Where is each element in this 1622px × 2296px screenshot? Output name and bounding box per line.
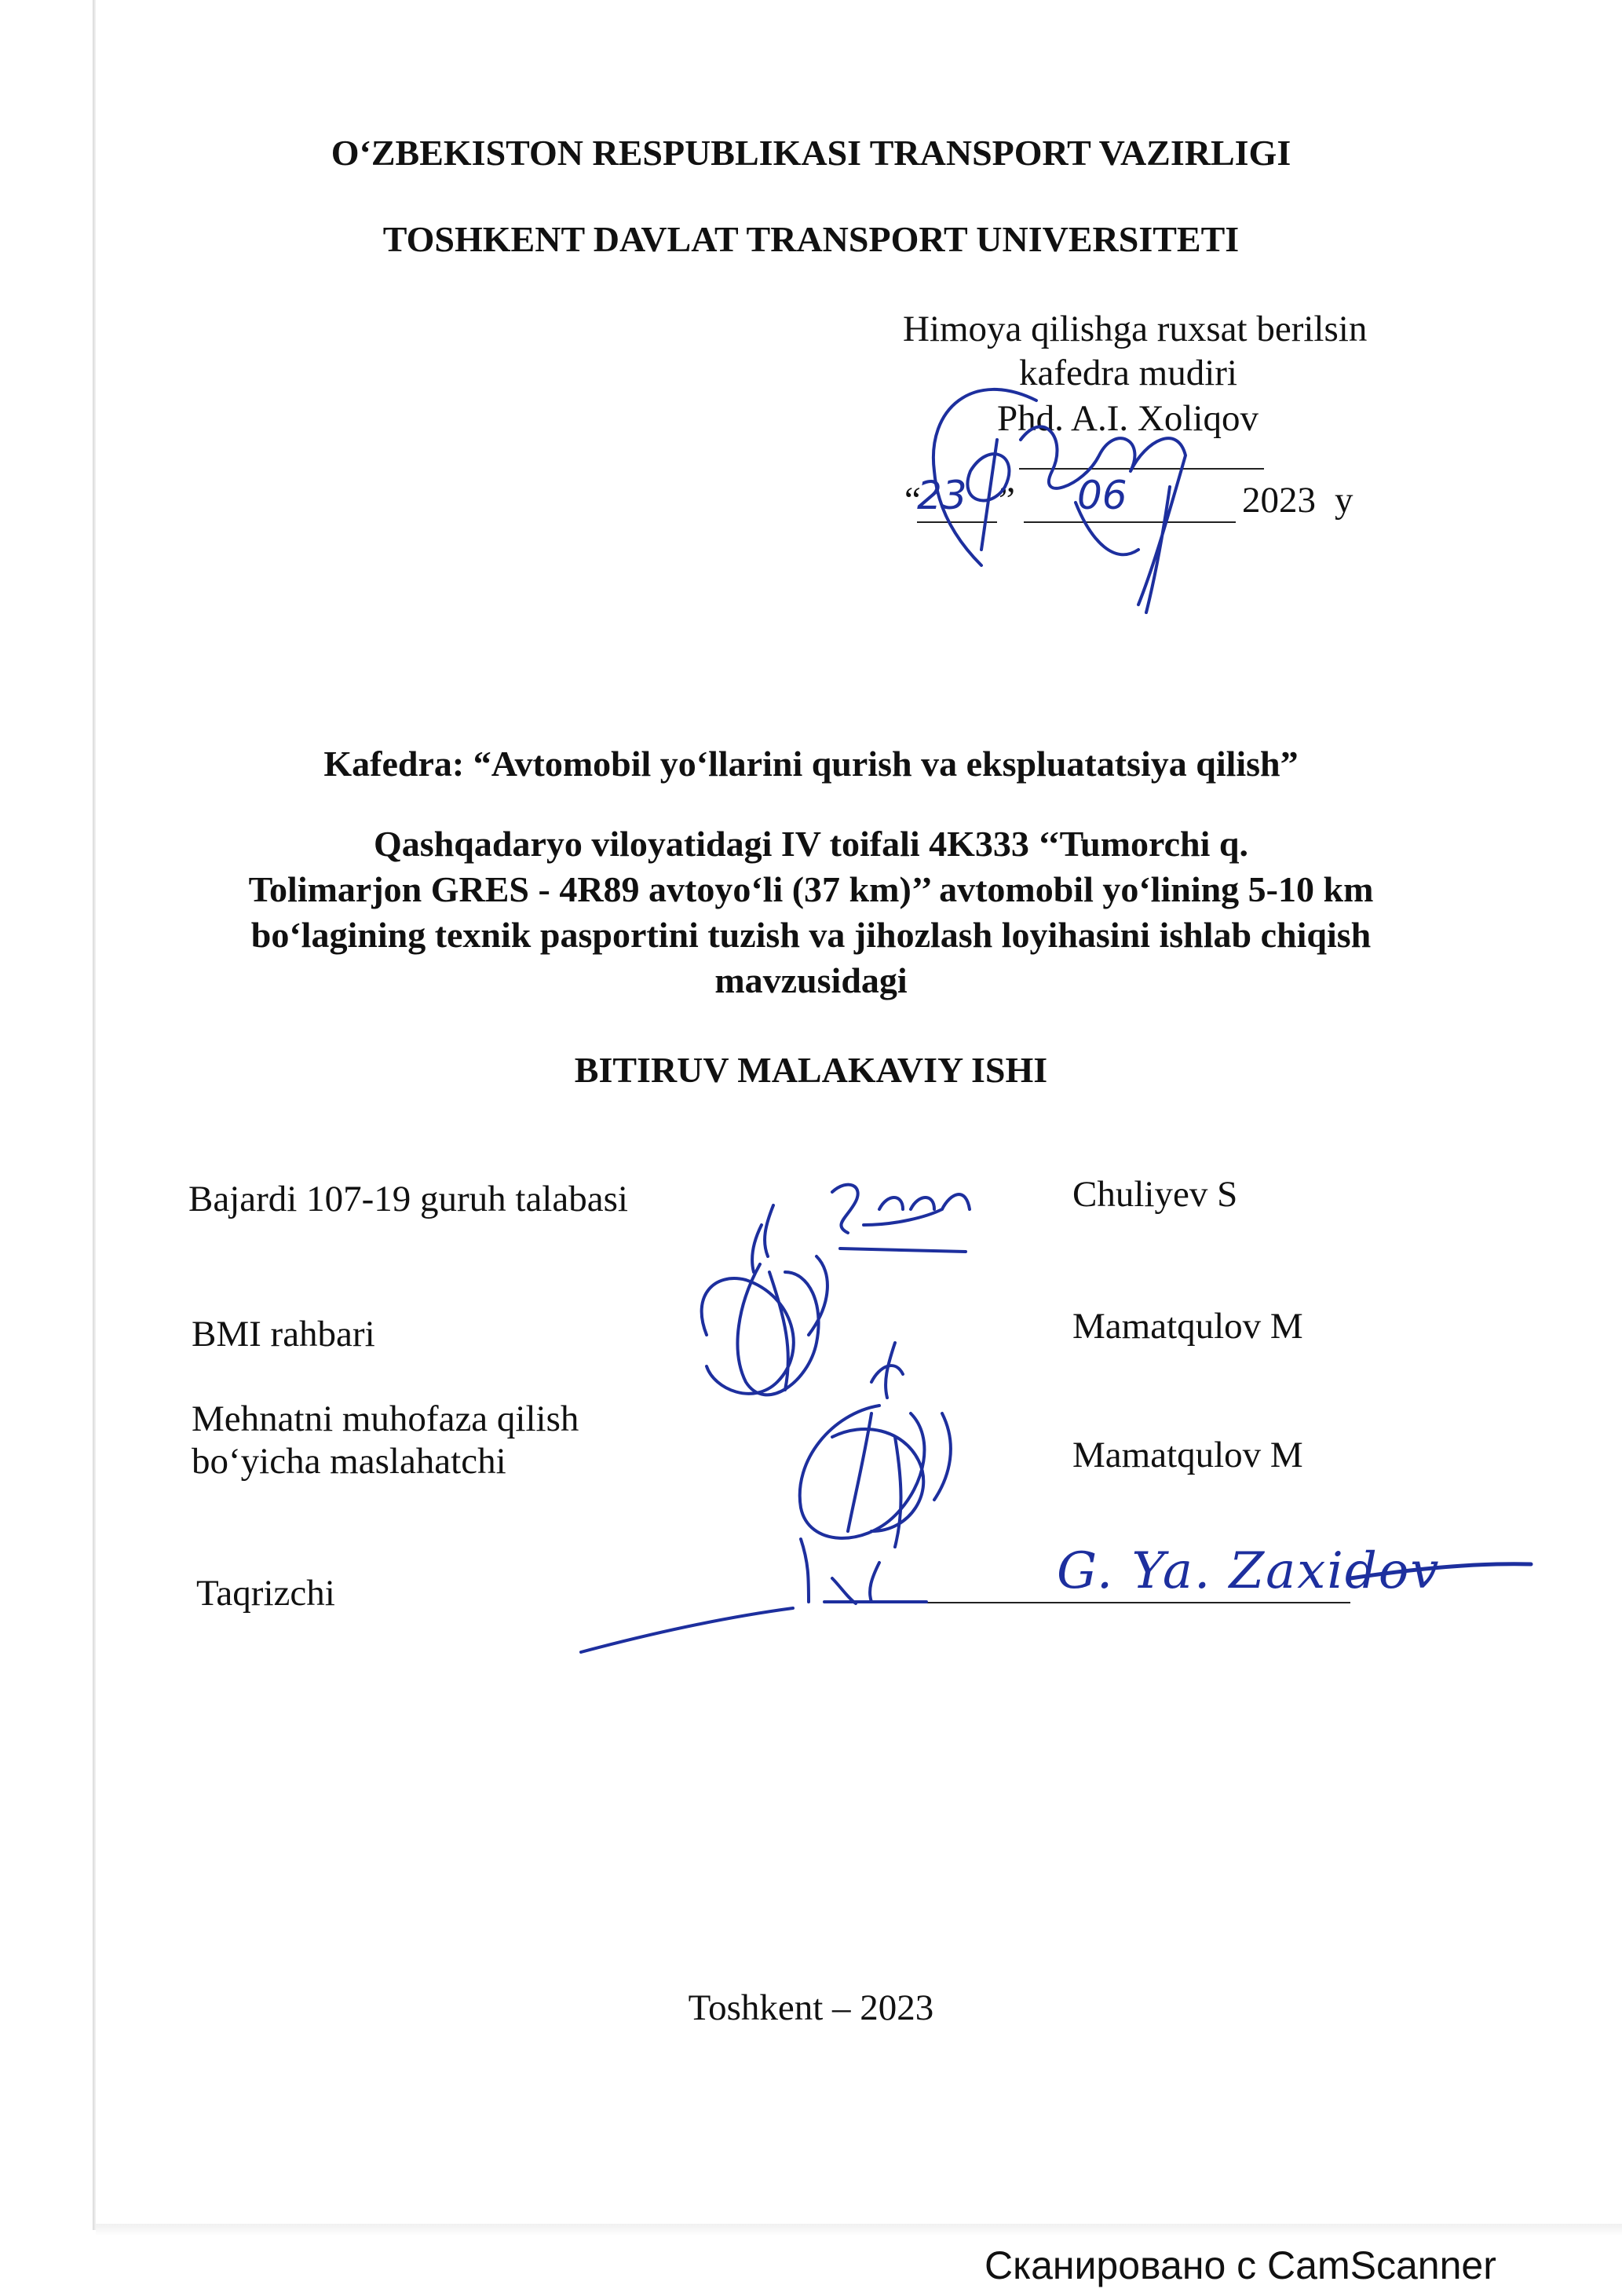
approval-head-name: Phd. A.I. Xoliqov xyxy=(997,398,1259,439)
role-student: Bajardi 107-19 guruh talabasi xyxy=(188,1179,628,1219)
name-safety-consultant: Mamatqulov M xyxy=(1072,1435,1303,1475)
approval-year: 2023 xyxy=(1242,480,1316,521)
student-signature xyxy=(832,1185,970,1252)
name-supervisor: Mamatqulov M xyxy=(1072,1306,1303,1347)
topic-line-4: mavzusidagi xyxy=(714,960,908,1000)
reviewer-underline-flourish xyxy=(1350,1564,1531,1578)
approval-month: 06 xyxy=(1077,473,1127,518)
role-safety-consultant-line-2: bo‘yicha maslahatchi xyxy=(192,1441,506,1482)
university-heading: TOSHKENT DAVLAT TRANSPORT UNIVERSITETI xyxy=(382,219,1240,259)
role-safety-consultant-line-1: Mehnatni muhofaza qilish xyxy=(192,1398,579,1439)
role-reviewer: Taqrizchi xyxy=(196,1573,335,1614)
role-supervisor: BMI rahbari xyxy=(192,1314,375,1355)
name-reviewer: G. Ya. Zaxidov xyxy=(1057,1542,1441,1600)
approval-day: 23 xyxy=(917,473,967,518)
safety-signature xyxy=(800,1343,951,1547)
approval-line-1: Himoya qilishga ruxsat berilsin xyxy=(903,309,1368,349)
topic-line-2: Tolimarjon GRES - 4R89 avtoyo‘li (37 km)’’ avtomobil yo‘lining 5-10 km xyxy=(248,869,1374,909)
department-line: Kafedra: “Avtomobil yo‘llarini qurish va ekspluatatsiya qilish” xyxy=(323,744,1299,784)
approval-quote-open: “ xyxy=(904,480,921,521)
head-signature xyxy=(933,389,1185,612)
topic-line-3: bo‘lagining texnik pasportini tuzish va jihozlash loyihasini ishlab chiqish xyxy=(250,915,1372,955)
supervisor-signature xyxy=(702,1205,827,1395)
name-student: Chuliyev S xyxy=(1072,1174,1238,1215)
scanner-watermark: Сканировано с CamScanner xyxy=(985,2243,1496,2287)
reviewer-stroke xyxy=(581,1539,926,1652)
approval-year-suffix: y xyxy=(1335,480,1353,521)
ministry-heading: O‘ZBEKISTON RESPUBLIKASI TRANSPORT VAZIRLIGI xyxy=(331,133,1291,173)
approval-quote-close: ” xyxy=(999,480,1015,521)
city-year: Toshkent – 2023 xyxy=(688,1987,934,2028)
topic-line-1: Qashqadaryo viloyatidagi IV toifali 4K333 ‘‘Tumorchi q. xyxy=(374,824,1248,864)
approval-line-2: kafedra mudiri xyxy=(1019,353,1237,393)
work-type-title: BITIRUV MALAKAVIY ISHI xyxy=(574,1050,1048,1090)
